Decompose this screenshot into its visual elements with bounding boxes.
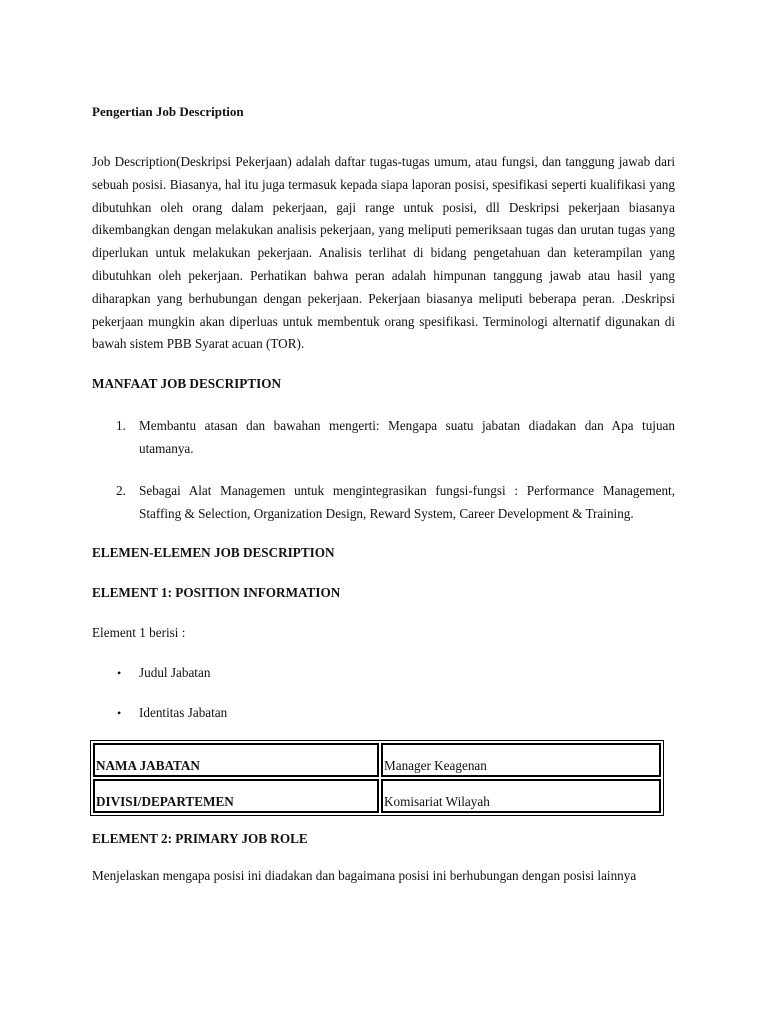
list-number: 1. [116,418,126,434]
position-info-table [90,740,664,816]
table-value: Komisariat Wilayah [381,779,661,813]
table-row [93,779,661,813]
list-item [92,480,675,526]
list-text: Membantu atasan dan bawahan mengerti: Mengapa suatu jabatan diadakan dan Apa tujuan utamanya. [139,418,675,456]
list-item [92,415,675,461]
element2-paragraph: Menjelaskan mengapa posisi ini diadakan dan bagaimana posisi ini berhubungan dengan posisi lainnya [92,868,637,884]
bullet-text: Judul Jabatan [139,665,211,681]
document-content [92,103,675,888]
document-title: Pengertian Job Description [92,104,244,119]
element2-heading: ELEMENT 2: PRIMARY JOB ROLE [92,831,308,847]
list-text: Sebagai Alat Managemen untuk mengintegrasikan fungsi-fungsi : Performance Management, Staffing & Selection, Organization Design, Reward System, Career Development & Training. [139,482,675,521]
manfaat-heading: MANFAAT JOB DESCRIPTION [92,376,282,392]
table-value: Manager Keagenan [381,743,661,777]
bullet-text: Identitas Jabatan [139,705,228,721]
bullet-icon: • [117,706,122,721]
bullet-item [92,704,675,722]
elemen-heading: ELEMEN-ELEMEN JOB DESCRIPTION [92,545,335,561]
bullet-icon: • [117,666,122,681]
list-number: 2. [116,482,126,498]
manfaat-list [92,415,675,525]
table-label: NAMA JABATAN [93,743,379,777]
element1-heading: ELEMENT 1: POSITION INFORMATION [92,585,341,601]
table-label: DIVISI/DEPARTEMEN [93,779,379,813]
element1-intro: Element 1 berisi : [92,625,186,641]
element1-bullets [92,664,675,722]
bullet-item [92,664,675,682]
table-row [93,743,661,777]
intro-paragraph: Job Description(Deskripsi Pekerjaan) adalah daftar tugas-tugas umum, atau fungsi, dan tanggung jawab dari sebuah posisi. Biasanya, hal itu juga termasuk kepada siapa laporan posisi, spesifikasi seperti kualifikasi yang dibutuhkan oleh orang dalam pekerjaan, gaji range untuk posisi, dll Deskripsi pekerjaan biasanya dikembangkan dengan melakukan analisis pekerjaan, yang meliputi pemeriksaan tugas dan urutan tugas yang diperlukan untuk melakukan pekerjaan. Analisis terlihat di bidang pengetahuan dan keterampilan yang dibutuhkan oleh pekerjaan. Perhatikan bahwa peran adalah himpunan tanggung jawab atau hasil yang diharapkan yang berhubungan dengan pekerjaan. Pekerjaan biasanya meliputi beberapa peran. .Deskripsi pekerjaan mungkin akan diperluas untuk membentuk orang spesifikasi. Terminologi alternatif digunakan di bawah sistem PBB Syarat acuan (TOR). [92,154,675,352]
